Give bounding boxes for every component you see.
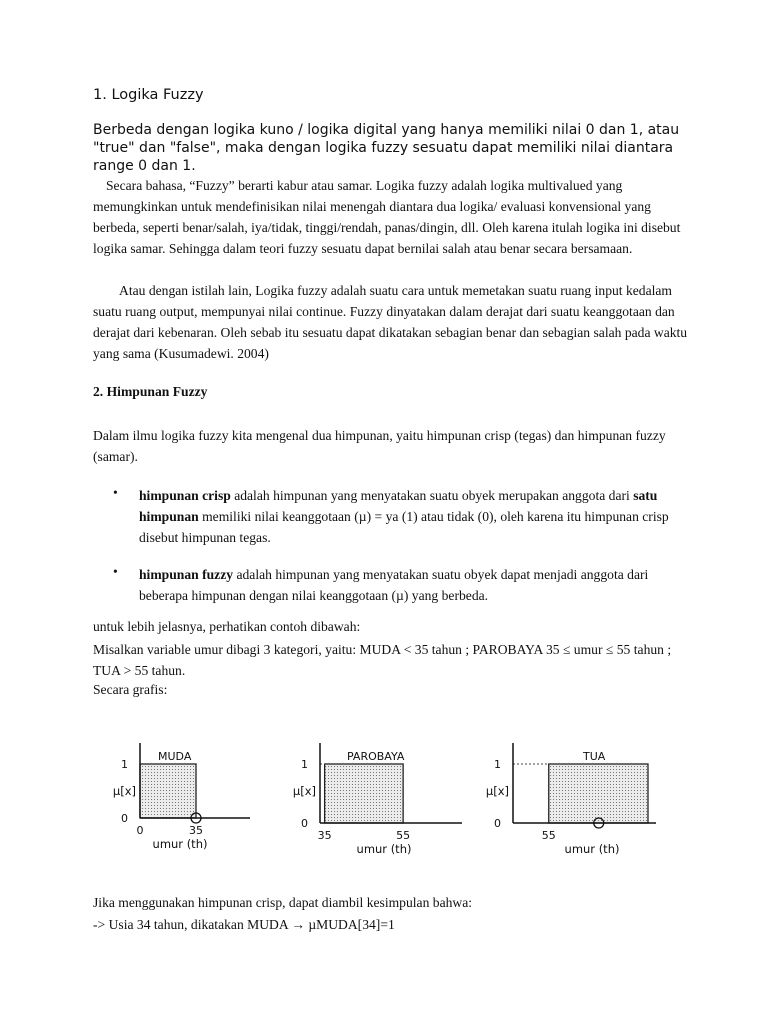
x-tick-label: 55 [541, 829, 556, 842]
section-1-heading: 1. Logika Fuzzy [93, 87, 204, 103]
y-tick-label: 0 [301, 817, 308, 830]
x-axis-label: umur (th) [152, 837, 208, 851]
y-tick-label: 1 [494, 758, 501, 771]
section-1-paragraph-1: Secara bahasa, “Fuzzy” berarti kabur atau samar. Logika fuzzy adalah logika multivalued yang memungkinkan untuk mendefinisikan nilai menengah diantara dua logika/ evaluasi konvensional yang berbeda, seperti benar/salah, iya/tidak, tinggi/rendah, panas/dingin, dll. Oleh karena itulah logika ini disebut logika samar. Sehingga dalam teori fuzzy sesuatu dapat bernilai salah atau benar secara bersamaan. [93, 178, 681, 256]
x-axis-label: umur (th) [356, 842, 412, 856]
term-crisp: himpunan crisp [139, 488, 231, 503]
term-fuzzy: himpunan fuzzy [139, 567, 234, 582]
membership-region [325, 764, 404, 823]
graphic-caption: Secara grafis: [93, 682, 168, 697]
example-intro-line: untuk lebih jelasnya, perhatikan contoh dibawah: [93, 619, 361, 634]
chart-title: MUDA [158, 750, 192, 763]
bullet-crisp-text-a: adalah himpunan yang menyatakan suatu obyek merupakan anggota dari [230, 488, 634, 503]
x-tick-label: 0 [136, 824, 144, 837]
section-1-intro: Berbeda dengan logika kuno / logika digital yang hanya memiliki nilai 0 dan 1, atau "true" dan "false", maka dengan logika fuzzy sesuatu dapat memiliki nilai diantara range 0 dan 1. [93, 122, 680, 174]
y-axis-label: µ[x] [112, 784, 136, 798]
chart-title: PAROBAYA [347, 750, 405, 763]
y-tick-label: 0 [494, 817, 501, 830]
y-tick-label: 1 [121, 758, 128, 771]
x-tick-label: 35 [317, 829, 332, 842]
bullet-fuzzy [139, 564, 684, 606]
bullet-crisp [139, 485, 684, 548]
term-satu-himpunan: satu himpunan [139, 488, 658, 524]
membership-region [140, 764, 196, 818]
section-1-paragraph-2: Atau dengan istilah lain, Logika fuzzy adalah suatu cara untuk memetakan suatu ruang input kedalam suatu ruang output, mempunyai nilai continue. Fuzzy dinyatakan dalam derajat dari suatu keanggotaan dan derajat dari kebenaran. Oleh sebab itu sesuatu dapat dikatakan sebagian benar dan sebagian salah pada waktu yang sama (Kusumadewi. 2004) [93, 283, 688, 361]
x-tick-label: 55 [396, 829, 411, 842]
section-2-heading: 2. Himpunan Fuzzy [93, 384, 208, 399]
bullet-marker: • [113, 564, 118, 579]
membership-charts [0, 735, 768, 905]
bullet-fuzzy-text: adalah himpunan yang menyatakan suatu obyek dapat menjadi anggota dari beberapa himpunan dengan nilai keanggotaan (µ) yang berbeda. [139, 567, 649, 603]
chart-title: TUA [583, 750, 606, 763]
section-2-intro: Dalam ilmu logika fuzzy kita mengenal dua himpunan, yaitu himpunan crisp (tegas) dan himpunan fuzzy (samar). [93, 428, 666, 464]
bullet-crisp-text-b: memiliki nilai keanggotaan (µ) = ya (1) atau tidak (0), oleh karena itu himpunan crisp disebut himpunan tegas. [139, 509, 669, 545]
membership-region [549, 764, 648, 823]
example-categories: Misalkan variable umur dibagi 3 kategori, yaitu: MUDA < 35 tahun ; PAROBAYA 35 ≤ umur ≤ 55 tahun ; TUA > 55 tahun. [93, 642, 672, 678]
y-axis-label: µ[x] [292, 784, 316, 798]
x-axis-label: umur (th) [564, 842, 620, 856]
conclusion-line-1: Jika menggunakan himpunan crisp, dapat diambil kesimpulan bahwa: [93, 895, 473, 910]
y-tick-label: 1 [301, 758, 308, 771]
conclusion-line-2: -> Usia 34 tahun, dikatakan MUDA → µMUDA[34]=1 [93, 917, 395, 932]
y-axis-label: µ[x] [485, 784, 509, 798]
x-tick-label: 35 [189, 824, 203, 837]
y-tick-label: 0 [121, 812, 128, 825]
bullet-marker: • [113, 485, 118, 500]
